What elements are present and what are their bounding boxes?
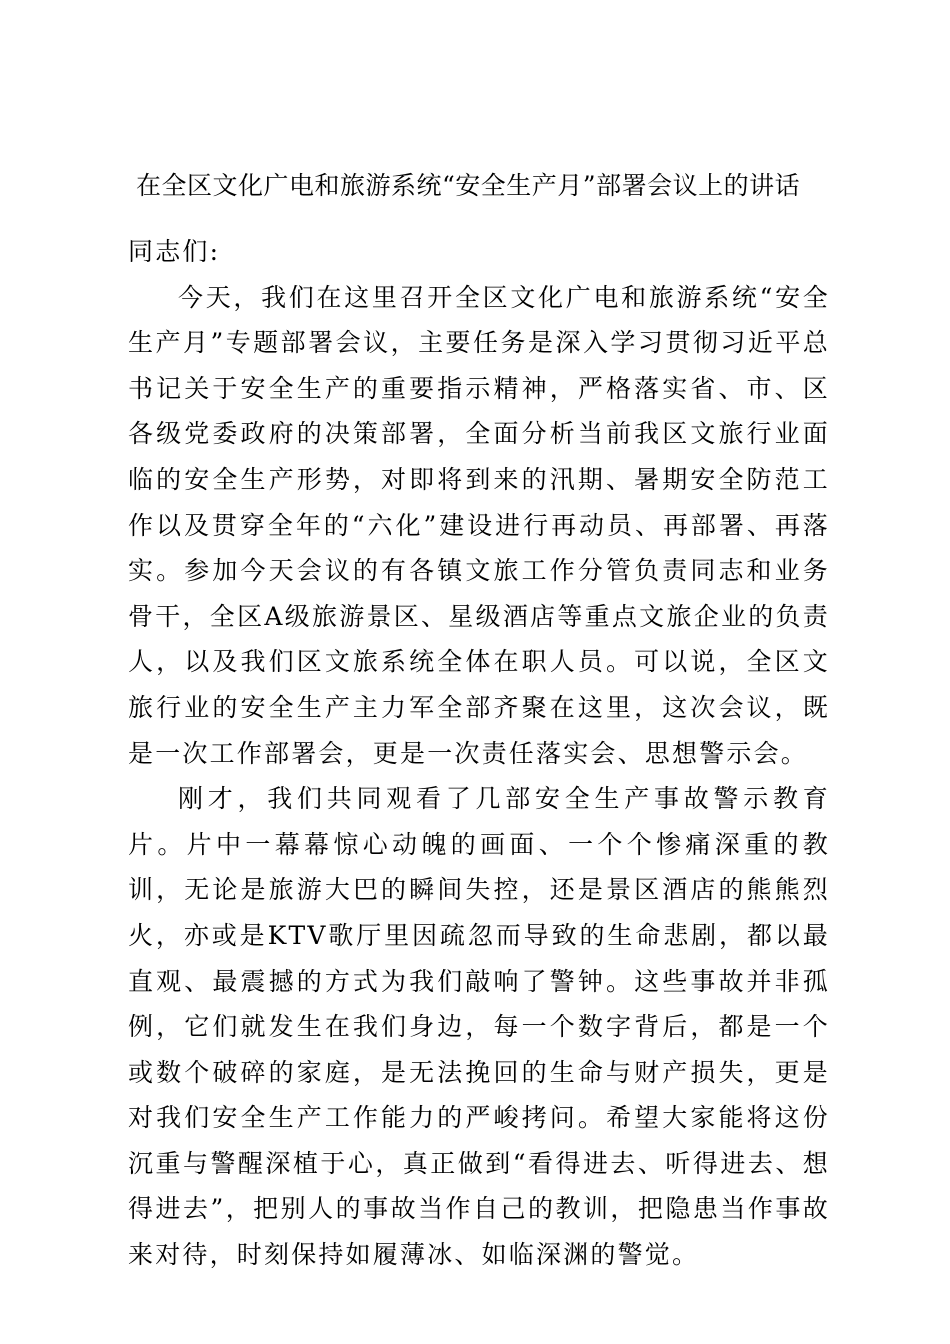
document-body: [128, 229, 830, 1278]
document-title: 在全区文化广电和旅游系统“安全生产月”部署会议上的讲话: [136, 171, 801, 200]
salutation: 同志们:: [128, 237, 221, 266]
paragraph-1: 今天，我们在这里召开全区文化广电和旅游系统“安全生产月”专题部署会议，主要任务是深入学习贯彻习近平总书记关于安全生产的重要指示精神，严格落实省、市、区各级党委政府的决策部署，全面分析当前我区文旅行业面临的安全生产形势，对即将到来的汛期、暑期安全防范工作以及贯穿全年的“六化”建设进行再动员、再部署、再落实。参加今天会议的有各镇文旅工作分管负责同志和业务骨干，全区A级旅游景区、星级酒店等重点文旅企业的负责人，以及我们区文旅系统全体在职人员。可以说，全区文旅行业的安全生产主力军全部齐聚在这里，这次会议，既是一次工作部署会，更是一次责任落实会、思想警示会。: [128, 282, 830, 768]
paragraph-2: 刚才，我们共同观看了几部安全生产事故警示教育片。片中一幕幕惊心动魄的画面、一个个惨痛深重的教训，无论是旅游大巴的瞬间失控，还是景区酒店的熊熊烈火，亦或是KTV歌厅里因疏忽而导致的生命悲剧，都以最直观、最震撼的方式为我们敲响了警钟。这些事故并非孤例，它们就发生在我们身边，每一个数字背后，都是一个或数个破碎的家庭，是无法挽回的生命与财产损失，更是对我们安全生产工作能力的严峻拷问。希望大家能将这份沉重与警醒深植于心，真正做到“看得进去、听得进去、想得进去”，把别人的事故当作自己的教训，把隐患当作事故来对待，时刻保持如履薄冰、如临深渊的警觉。: [128, 784, 830, 1270]
